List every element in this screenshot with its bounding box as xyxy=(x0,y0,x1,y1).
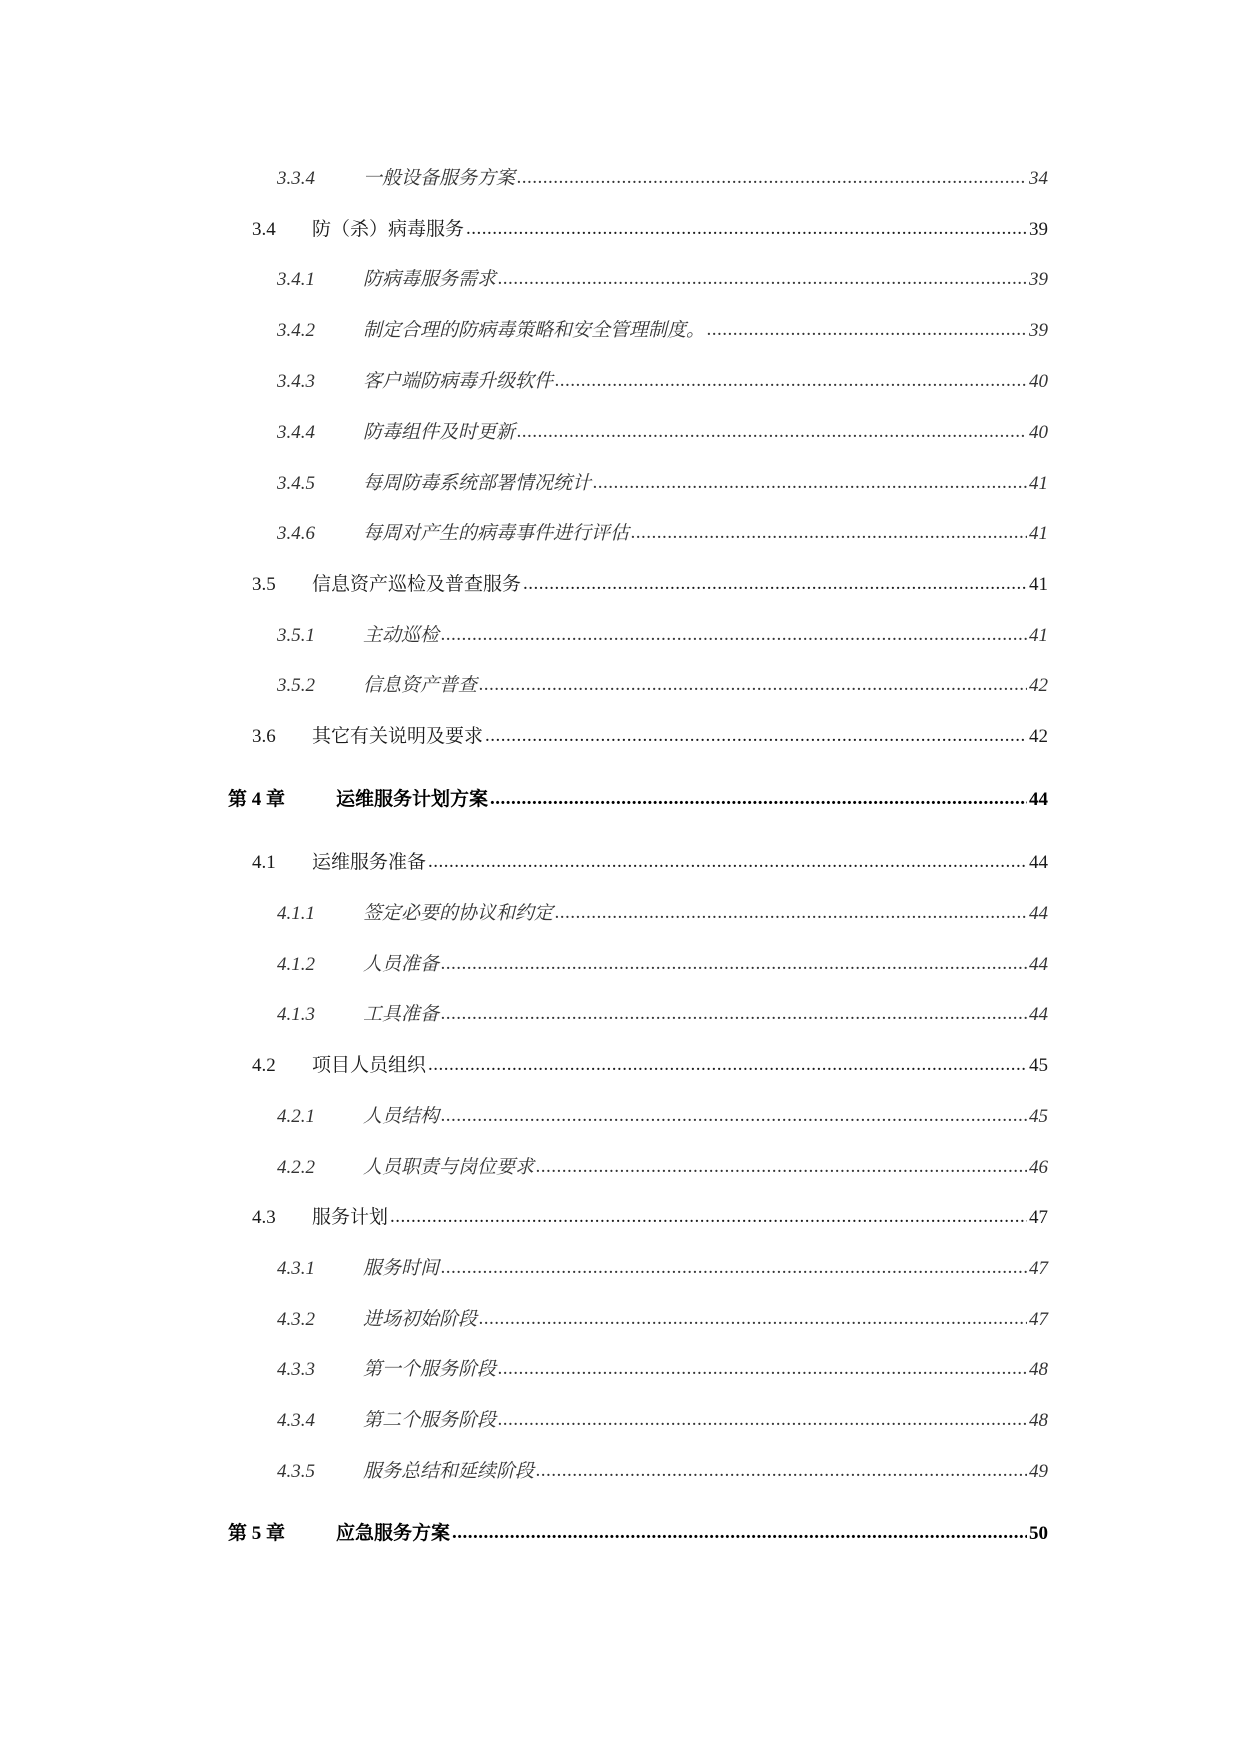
toc-page-number: 40 xyxy=(1029,422,1048,443)
toc-page-number: 49 xyxy=(1029,1461,1048,1482)
toc-title: 人员结构 xyxy=(363,1106,440,1127)
toc-page-number: 48 xyxy=(1029,1410,1048,1431)
toc-page-number: 45 xyxy=(1029,1106,1048,1127)
toc-title: 第二个服务阶段 xyxy=(363,1410,497,1431)
toc-number: 4.3.5 xyxy=(277,1461,315,1482)
toc-number: 3.4.4 xyxy=(277,422,315,443)
dot-leader xyxy=(498,1358,1027,1380)
toc-entry[interactable] xyxy=(252,721,1048,748)
toc-title: 其它有关说明及要求 xyxy=(312,726,484,747)
dot-leader xyxy=(555,370,1027,392)
toc-title: 第一个服务阶段 xyxy=(363,1359,497,1380)
toc-page-number: 39 xyxy=(1029,219,1048,240)
dot-leader xyxy=(428,1054,1027,1076)
toc-page-number: 39 xyxy=(1029,269,1048,290)
toc-title: 防毒组件及时更新 xyxy=(363,422,516,443)
toc-entry[interactable] xyxy=(277,1456,1048,1483)
toc-number: 4.2 xyxy=(252,1055,276,1076)
toc-entry[interactable] xyxy=(277,999,1048,1026)
toc-number: 4.1.3 xyxy=(277,1004,315,1025)
toc-chapter-entry[interactable] xyxy=(228,784,1048,811)
toc-page-number: 44 xyxy=(1029,1004,1048,1025)
dot-leader xyxy=(441,624,1027,646)
toc-entry[interactable] xyxy=(252,569,1048,596)
toc-entry[interactable] xyxy=(252,1050,1048,1077)
toc-title: 客户端防病毒升级软件 xyxy=(363,371,554,392)
dot-leader xyxy=(479,674,1027,696)
dot-leader xyxy=(631,522,1027,544)
dot-leader xyxy=(517,167,1027,189)
toc-page-number: 41 xyxy=(1029,625,1048,646)
toc-entry[interactable] xyxy=(277,315,1048,342)
toc-entry[interactable] xyxy=(277,163,1048,190)
toc-entry[interactable] xyxy=(277,264,1048,291)
toc-number: 3.4.1 xyxy=(277,269,315,290)
dot-leader xyxy=(428,851,1027,873)
toc-title: 信息资产普查 xyxy=(363,675,478,696)
toc-entry[interactable] xyxy=(277,518,1048,545)
toc-number: 3.4.2 xyxy=(277,320,315,341)
toc-number: 3.4 xyxy=(252,219,276,240)
toc-title: 防病毒服务需求 xyxy=(363,269,497,290)
toc-number: 3.5 xyxy=(252,574,276,595)
toc-page-number: 39 xyxy=(1029,320,1048,341)
toc-entry[interactable] xyxy=(277,1354,1048,1381)
toc-entry[interactable] xyxy=(252,1202,1048,1229)
toc-entry[interactable] xyxy=(277,898,1048,925)
toc-title: 服务计划 xyxy=(312,1207,389,1228)
toc-entry[interactable] xyxy=(277,620,1048,647)
toc-title: 服务时间 xyxy=(363,1258,440,1279)
toc-chapter-number: 第 5 章 xyxy=(228,1523,286,1544)
toc-number: 4.1.2 xyxy=(277,954,315,975)
toc-number: 3.6 xyxy=(252,726,276,747)
toc-title: 工具准备 xyxy=(363,1004,440,1025)
toc-number: 4.3.2 xyxy=(277,1309,315,1330)
dot-leader xyxy=(466,218,1027,240)
toc-title: 签定必要的协议和约定 xyxy=(363,903,554,924)
toc-entry[interactable] xyxy=(277,366,1048,393)
toc-entry[interactable] xyxy=(277,670,1048,697)
dot-leader xyxy=(523,573,1027,595)
toc-chapter-title: 运维服务计划方案 xyxy=(336,789,489,810)
dot-leader xyxy=(441,1105,1027,1127)
toc-number: 3.5.2 xyxy=(277,675,315,696)
toc-title: 主动巡检 xyxy=(363,625,440,646)
toc-page-number: 48 xyxy=(1029,1359,1048,1380)
dot-leader xyxy=(490,788,1027,810)
toc-entry[interactable] xyxy=(252,214,1048,241)
toc-page-number: 44 xyxy=(1029,852,1048,873)
toc-page-number: 42 xyxy=(1029,726,1048,747)
toc-number: 3.4.5 xyxy=(277,473,315,494)
toc-title: 人员准备 xyxy=(363,954,440,975)
toc-page-number: 50 xyxy=(1029,1523,1048,1544)
toc-page-number: 45 xyxy=(1029,1055,1048,1076)
toc-title: 服务总结和延续阶段 xyxy=(363,1461,535,1482)
dot-leader xyxy=(441,953,1027,975)
dot-leader xyxy=(441,1003,1027,1025)
toc-number: 4.1.1 xyxy=(277,903,315,924)
toc-title: 项目人员组织 xyxy=(312,1055,427,1076)
toc-number: 4.1 xyxy=(252,852,276,873)
dot-leader xyxy=(707,319,1027,341)
toc-number: 3.4.3 xyxy=(277,371,315,392)
dot-leader xyxy=(390,1206,1027,1228)
dot-leader xyxy=(485,725,1027,747)
toc-title: 防（杀）病毒服务 xyxy=(312,219,465,240)
toc-page-number: 40 xyxy=(1029,371,1048,392)
dot-leader xyxy=(498,268,1027,290)
toc-entry[interactable] xyxy=(252,847,1048,874)
dot-leader xyxy=(517,421,1027,443)
dot-leader xyxy=(593,472,1027,494)
toc-title: 人员职责与岗位要求 xyxy=(363,1157,535,1178)
toc-title: 每周防毒系统部署情况统计 xyxy=(363,473,592,494)
toc-entry[interactable] xyxy=(277,949,1048,976)
toc-page-number: 44 xyxy=(1029,903,1048,924)
toc-entry[interactable] xyxy=(277,417,1048,444)
toc-chapter-entry[interactable] xyxy=(228,1518,1048,1545)
toc-number: 4.3.3 xyxy=(277,1359,315,1380)
toc-entry[interactable] xyxy=(277,1405,1048,1432)
toc-page-number: 44 xyxy=(1029,954,1048,975)
toc-page-number: 44 xyxy=(1029,789,1048,810)
dot-leader xyxy=(452,1522,1027,1544)
dot-leader xyxy=(555,902,1027,924)
toc-number: 4.3.1 xyxy=(277,1258,315,1279)
toc-chapter-title: 应急服务方案 xyxy=(336,1523,451,1544)
toc-page-number: 46 xyxy=(1029,1157,1048,1178)
toc-page-number: 47 xyxy=(1029,1309,1048,1330)
toc-entry[interactable] xyxy=(277,1304,1048,1331)
toc-title: 一般设备服务方案 xyxy=(363,168,516,189)
dot-leader xyxy=(479,1308,1027,1330)
toc-number: 4.2.2 xyxy=(277,1157,315,1178)
toc-page-number: 41 xyxy=(1029,574,1048,595)
dot-leader xyxy=(498,1409,1027,1431)
toc-page-number: 42 xyxy=(1029,675,1048,696)
toc-entry[interactable] xyxy=(277,1253,1048,1280)
toc-title: 制定合理的防病毒策略和安全管理制度。 xyxy=(363,320,706,341)
toc-page-number: 47 xyxy=(1029,1258,1048,1279)
toc-number: 4.2.1 xyxy=(277,1106,315,1127)
toc-entry[interactable] xyxy=(277,1101,1048,1128)
toc-page-number: 34 xyxy=(1029,168,1048,189)
toc-page-number: 41 xyxy=(1029,473,1048,494)
toc-title: 进场初始阶段 xyxy=(363,1309,478,1330)
toc-page-number: 47 xyxy=(1029,1207,1048,1228)
toc-page-number: 41 xyxy=(1029,523,1048,544)
toc-title: 运维服务准备 xyxy=(312,852,427,873)
toc-entry[interactable] xyxy=(277,468,1048,495)
toc-number: 3.4.6 xyxy=(277,523,315,544)
toc-entry[interactable] xyxy=(277,1152,1048,1179)
toc-number: 4.3.4 xyxy=(277,1410,315,1431)
dot-leader xyxy=(536,1460,1027,1482)
dot-leader xyxy=(441,1257,1027,1279)
toc-title: 信息资产巡检及普查服务 xyxy=(312,574,522,595)
toc-chapter-number: 第 4 章 xyxy=(228,789,286,810)
toc-title: 每周对产生的病毒事件进行评估 xyxy=(363,523,630,544)
toc-number: 3.3.4 xyxy=(277,168,315,189)
toc-number: 3.5.1 xyxy=(277,625,315,646)
toc-number: 4.3 xyxy=(252,1207,276,1228)
dot-leader xyxy=(536,1156,1027,1178)
